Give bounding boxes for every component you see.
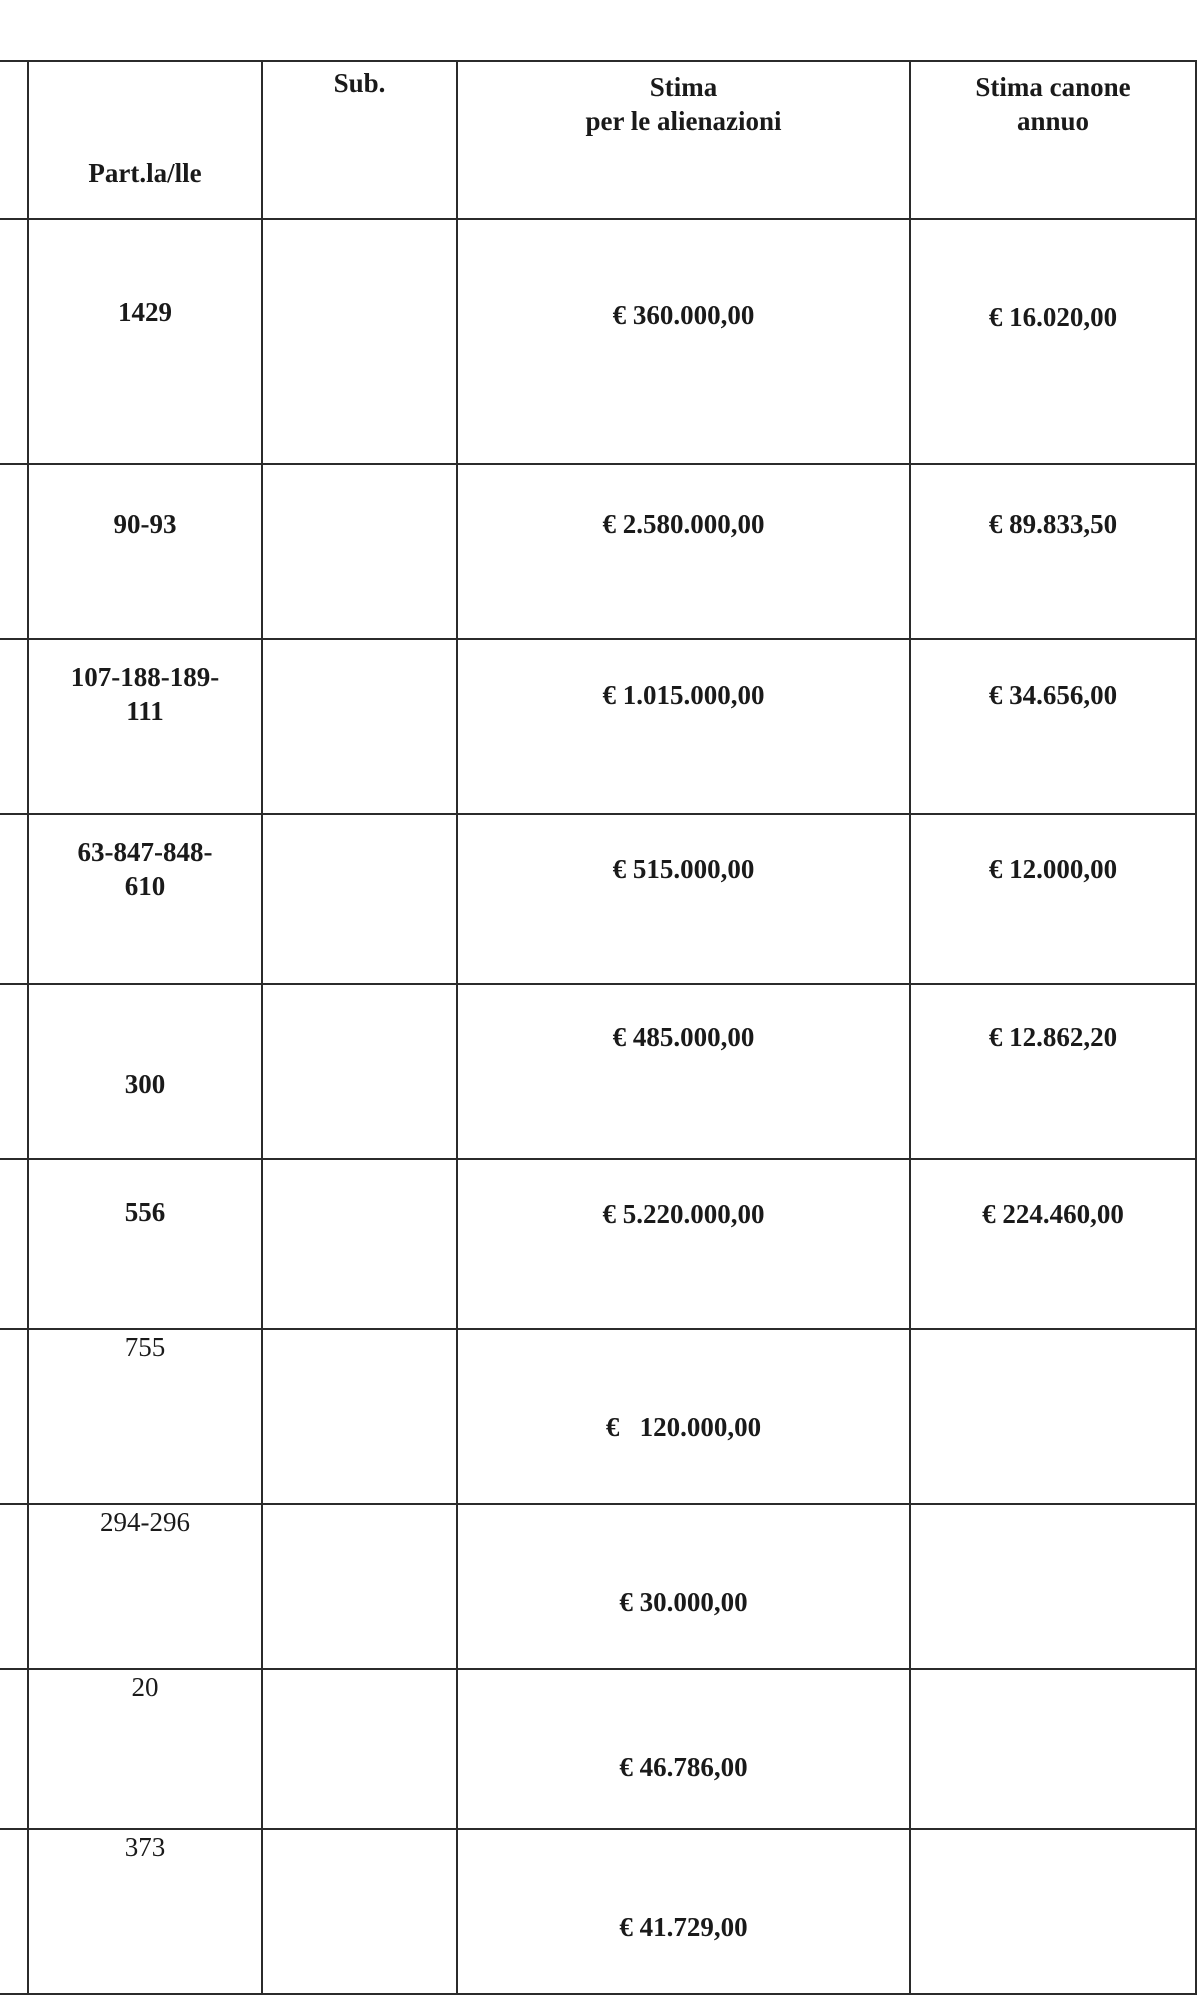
- canone-value: € 16.020,00: [988, 302, 1118, 332]
- canone-cell: [910, 464, 1196, 639]
- table-row: [0, 1669, 1196, 1829]
- canone-value: € 12.862,20: [988, 1022, 1118, 1052]
- sub-cell: [262, 984, 457, 1159]
- stima-value: € 1.015.000,00: [602, 680, 765, 710]
- particella-value: 300: [124, 1069, 166, 1099]
- particella-value-line2: 610: [124, 871, 166, 901]
- canone-cell: [910, 814, 1196, 984]
- row-stub-cell: [0, 1159, 28, 1329]
- sub-cell: [262, 1159, 457, 1329]
- stima-cell: [457, 1329, 910, 1504]
- header-sub: [262, 61, 457, 219]
- header-canone-line2: annuo: [1016, 106, 1090, 136]
- row-stub-cell: [0, 1504, 28, 1669]
- header-canone: [910, 61, 1196, 219]
- particella-value: 90-93: [113, 509, 177, 539]
- canone-cell: [910, 1159, 1196, 1329]
- row-stub-cell: [0, 814, 28, 984]
- particella-cell: [28, 464, 262, 639]
- estimates-table: [0, 60, 1197, 1995]
- row-stub-cell: [0, 1669, 28, 1829]
- canone-cell: [910, 1504, 1196, 1669]
- stima-cell: [457, 984, 910, 1159]
- particella-cell: [28, 1159, 262, 1329]
- canone-value: € 89.833,50: [988, 509, 1118, 539]
- particella-value: 373: [124, 1832, 166, 1862]
- sub-cell: [262, 219, 457, 464]
- particella-value: 63-847-848-: [77, 837, 213, 867]
- table-row: [0, 219, 1196, 464]
- canone-value: € 34.656,00: [988, 680, 1118, 710]
- stima-value: € 5.220.000,00: [602, 1199, 765, 1229]
- particella-cell: [28, 1329, 262, 1504]
- particella-value-line2: 111: [126, 696, 164, 726]
- stima-value: € 2.580.000,00: [602, 509, 765, 539]
- header-stima: [457, 61, 910, 219]
- particella-cell: [28, 1504, 262, 1669]
- stima-cell: [457, 1159, 910, 1329]
- canone-cell: [910, 984, 1196, 1159]
- row-stub-cell: [0, 639, 28, 814]
- header-sub-label: Sub.: [333, 68, 386, 98]
- stima-cell: [457, 1504, 910, 1669]
- stima-value: € 515.000,00: [612, 854, 755, 884]
- particella-value: 1429: [118, 297, 172, 327]
- row-stub-cell: [0, 1329, 28, 1504]
- table-row: [0, 984, 1196, 1159]
- row-stub-cell: [0, 1829, 28, 1994]
- stima-cell: [457, 219, 910, 464]
- canone-value: € 224.460,00: [982, 1199, 1124, 1229]
- sub-cell: [262, 1329, 457, 1504]
- stima-cell: [457, 1669, 910, 1829]
- canone-cell: [910, 1669, 1196, 1829]
- particella-value: 755: [124, 1332, 166, 1362]
- stima-value: € 41.729,00: [619, 1912, 748, 1942]
- row-stub-cell: [0, 219, 28, 464]
- particella-cell: [28, 1669, 262, 1829]
- particella-value: 107-188-189-: [70, 662, 220, 692]
- table-row: [0, 1504, 1196, 1669]
- sub-cell: [262, 1669, 457, 1829]
- stima-cell: [457, 814, 910, 984]
- stima-value: € 485.000,00: [612, 1022, 755, 1052]
- particella-cell: [28, 984, 262, 1159]
- header-particella: [28, 61, 262, 219]
- particella-cell: [28, 639, 262, 814]
- particella-value: 556: [124, 1197, 166, 1227]
- header-stima-line1: Stima: [649, 72, 718, 102]
- stima-cell: [457, 1829, 910, 1994]
- header-particella-label: Part.la/lle: [88, 158, 202, 188]
- stima-value: € 120.000,00: [605, 1412, 762, 1442]
- row-stub-cell: [0, 464, 28, 639]
- sub-cell: [262, 464, 457, 639]
- sub-cell: [262, 639, 457, 814]
- stima-value: € 30.000,00: [619, 1587, 748, 1617]
- table-row: [0, 1159, 1196, 1329]
- stima-cell: [457, 464, 910, 639]
- table-row: [0, 464, 1196, 639]
- row-stub-cell: [0, 984, 28, 1159]
- stima-value: € 46.786,00: [619, 1752, 748, 1782]
- table-row: [0, 1329, 1196, 1504]
- table-row: [0, 639, 1196, 814]
- table-header-row: [0, 61, 1196, 219]
- stima-cell: [457, 639, 910, 814]
- particella-cell: [28, 1829, 262, 1994]
- sub-cell: [262, 814, 457, 984]
- table-row: [0, 1829, 1196, 1994]
- particella-cell: [28, 814, 262, 984]
- header-canone-line1: Stima canone: [975, 72, 1131, 102]
- particella-value: 20: [131, 1672, 159, 1702]
- header-stima-line2: per le alienazioni: [585, 106, 782, 136]
- particella-cell: [28, 219, 262, 464]
- stima-value: € 360.000,00: [612, 300, 755, 330]
- sub-cell: [262, 1829, 457, 1994]
- canone-cell: [910, 1329, 1196, 1504]
- canone-cell: [910, 1829, 1196, 1994]
- table-row: [0, 814, 1196, 984]
- header-stub-cell: [0, 61, 28, 219]
- canone-cell: [910, 639, 1196, 814]
- canone-cell: [910, 219, 1196, 464]
- particella-value: 294-296: [100, 1507, 190, 1537]
- canone-value: € 12.000,00: [988, 854, 1118, 884]
- sub-cell: [262, 1504, 457, 1669]
